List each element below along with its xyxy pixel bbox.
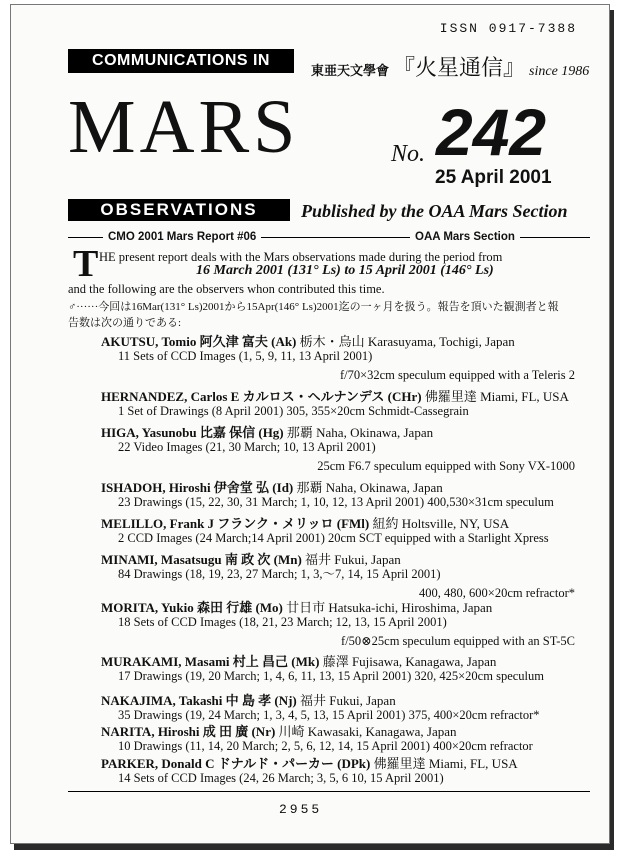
observer-name-text: NAKAJIMA, Takashi 中 島 孝 (Nj) <box>101 693 297 708</box>
report-label: CMO 2001 Mars Report #06 <box>103 231 261 243</box>
report-header-line <box>68 231 590 243</box>
observer-observations: 11 Sets of CCD Images (1, 5, 9, 11, 13 April 2001) <box>118 349 373 363</box>
intro-japanese-1: ♂······今回は16Mar(131° Ls)2001から15Apr(146° Ls)2001迄の一ヶ月を扱う。報告を頂いた観測者と報 <box>68 301 559 313</box>
observer-observations: 35 Drawings (19, 24 March; 1, 3, 4, 5, 13, 15 April 2001) 375, 400×20cm refractor* <box>118 708 540 722</box>
communications-banner: COMMUNICATIONS IN <box>68 49 294 73</box>
observer-observations: 18 Sets of CCD Images (18, 21, 23 March; 12, 13, 15 April 2001) <box>118 615 447 629</box>
observer-observations: 14 Sets of CCD Images (24, 26 March; 3, 5, 6 10, 15 April 2001) <box>118 771 444 785</box>
observer-name-text: HERNANDEZ, Carlos E カルロス・ヘルナンデス (CHr) <box>101 389 422 404</box>
mars-title: MARS <box>68 85 300 169</box>
intro-japanese-2: 告数は次の通りである: <box>68 317 182 329</box>
observer-location: 福井 Fukui, Japan <box>296 693 396 708</box>
section-label: OAA Mars Section <box>410 231 520 243</box>
issn: ISSN 0917-7388 <box>439 21 577 36</box>
observer-location: 那覇 Naha, Okinawa, Japan <box>293 480 443 495</box>
observer-observations: 17 Drawings (19, 20 March; 1, 4, 6, 11, 13, 15 April 2001) 320, 425×20cm speculum <box>118 669 544 683</box>
intro-period: 16 March 2001 (131° Ls) to 15 April 2001 (146° Ls) <box>196 263 494 278</box>
observer-name-text: PARKER, Donald C ドナルド・パーカー (DPk) <box>101 756 371 771</box>
observer-observations: 2 CCD Images (24 March;14 April 2001) 20cm SCT equipped with a Starlight Xpress <box>118 531 549 545</box>
observer-observations: 84 Drawings (18, 19, 23, 27 March; 1, 3,〜7, 14, 15 April 2001) <box>118 567 441 581</box>
observer-location: 佛羅里達 Miami, FL, USA <box>370 756 518 771</box>
observer-equipment: 25cm F6.7 speculum equipped with Sony VX-1000 <box>317 459 575 473</box>
observer-name-text: MELILLO, Frank J フランク・メリッロ (FMl) <box>101 516 370 531</box>
observer-location: 佛羅里達 Miami, FL, USA <box>421 389 569 404</box>
club-name: 東亜天文學會 <box>311 63 390 78</box>
observer-name-text: AKUTSU, Tomio 阿久津 富夫 (Ak) <box>101 334 297 349</box>
page-number: 2955 <box>279 802 323 817</box>
observer-equipment: f/50⊗25cm speculum equipped with an ST-5C <box>341 634 575 648</box>
observer-location: 那覇 Naha, Okinawa, Japan <box>283 425 434 440</box>
observer-name-text: MORITA, Yukio 森田 行雄 (Mo) <box>101 600 283 615</box>
observer-name-text: NARITA, Hiroshi 成 田 廣 (Nr) <box>101 724 276 739</box>
kasei-tsushin-title <box>311 51 589 82</box>
japanese-title: 『火星通信』 <box>393 55 526 80</box>
observer-location: 川崎 Kawasaki, Kanagawa, Japan <box>275 724 457 739</box>
observer-observations: 10 Drawings (11, 14, 20 March; 2, 5, 6, 12, 14, 15 April 2001) 400×20cm refractor <box>118 739 533 753</box>
observations-banner: OBSERVATIONS <box>68 199 290 221</box>
observer-name-text: MINAMI, Masatsugu 南 政 次 (Mn) <box>101 552 302 567</box>
observer-location: 福井 Fukui, Japan <box>301 552 401 567</box>
issue-number: 242 <box>436 95 547 169</box>
observer-name-text: ISHADOH, Hiroshi 伊舍堂 弘 (Id) <box>101 480 294 495</box>
observer-location: 廿日市 Hatsuka-ichi, Hiroshima, Japan <box>282 600 493 615</box>
observer-name-text: HIGA, Yasunobu 比嘉 保信 (Hg) <box>101 425 284 440</box>
issue-no-label: No. <box>391 141 426 167</box>
intro-line-1: HE present report deals with the Mars observations made during the period from <box>99 250 503 264</box>
issue-date: 25 April 2001 <box>435 167 552 188</box>
observer-location: 藤澤 Fujisawa, Kanagawa, Japan <box>319 654 497 669</box>
observer-observations: 22 Video Images (21, 30 March; 10, 13 April 2001) <box>118 440 376 454</box>
observer-name-text: MURAKAMI, Masami 村上 昌己 (Mk) <box>101 654 320 669</box>
observer-equipment: f/70×32cm speculum equipped with a Teleris 2 <box>339 368 575 382</box>
observer-location: 紐約 Holtsville, NY, USA <box>369 516 510 531</box>
since-year: since 1986 <box>529 64 590 79</box>
bottom-rule <box>68 791 590 792</box>
intro-line-3: and the following are the observers whon contributed this time. <box>68 282 385 296</box>
drop-cap: T <box>73 243 99 285</box>
observer-observations: 23 Drawings (15, 22, 30, 31 March; 1, 10, 12, 13 April 2001) 400,530×31cm speculum <box>118 495 554 509</box>
observer-equipment: 400, 480, 600×20cm refractor* <box>419 586 575 600</box>
observer-observations: 1 Set of Drawings (8 April 2001) 305, 355×20cm Schmidt-Cassegrain <box>118 404 469 418</box>
journal-page <box>10 4 610 844</box>
observer-location: 栃木・烏山 Karasuyama, Tochigi, Japan <box>296 334 515 349</box>
published-by: Published by the OAA Mars Section <box>301 201 568 221</box>
